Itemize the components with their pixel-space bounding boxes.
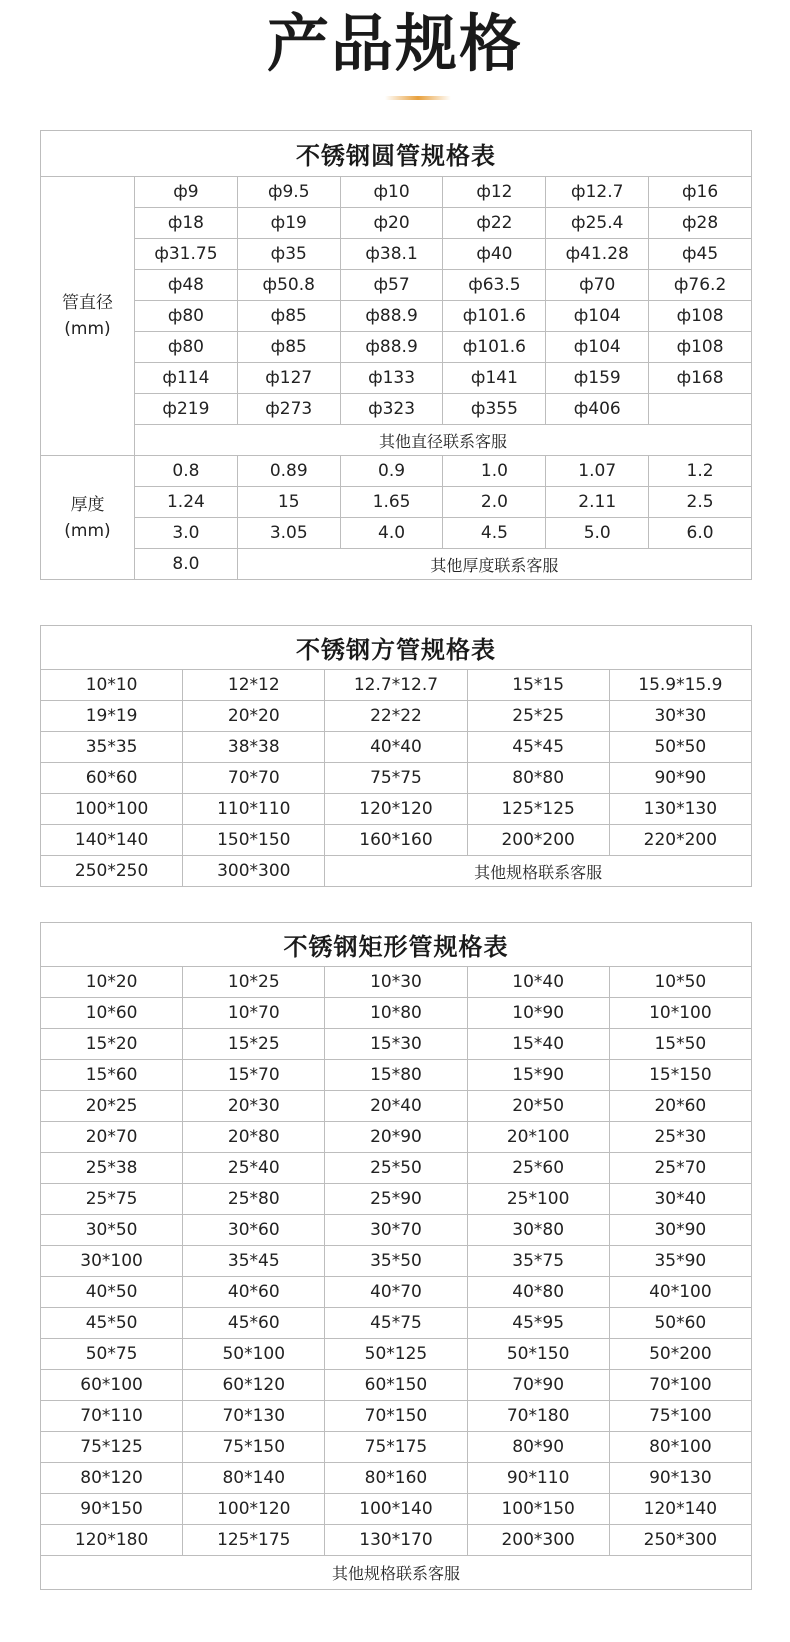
rect-size-cell: 20*60 (609, 1091, 751, 1122)
square-size-cell: 250*250 (41, 856, 183, 887)
table-row (41, 1277, 752, 1308)
table-row (41, 967, 752, 998)
rect-size-cell: 40*100 (609, 1277, 751, 1308)
diameter-cell: ф12 (443, 177, 546, 208)
rect-size-cell: 15*30 (325, 1029, 467, 1060)
table-row (41, 301, 752, 332)
diameter-cell: ф80 (135, 301, 238, 332)
rect-size-cell: 75*175 (325, 1432, 467, 1463)
square-size-cell: 15.9*15.9 (609, 670, 751, 701)
diameter-cell: ф50.8 (237, 270, 340, 301)
square-size-cell: 10*10 (41, 670, 183, 701)
diameter-cell: ф114 (135, 363, 238, 394)
diameter-cell: ф85 (237, 301, 340, 332)
rect-size-cell: 60*120 (183, 1370, 325, 1401)
rect-size-cell: 30*60 (183, 1215, 325, 1246)
rect-size-cell: 20*80 (183, 1122, 325, 1153)
square-size-cell: 300*300 (183, 856, 325, 887)
table-row (41, 1494, 752, 1525)
square-size-cell: 90*90 (609, 763, 751, 794)
table-row (41, 1525, 752, 1556)
rect-size-cell: 75*125 (41, 1432, 183, 1463)
rect-size-cell: 60*100 (41, 1370, 183, 1401)
diameter-cell: ф104 (546, 332, 649, 363)
table-row (41, 239, 752, 270)
rect-size-cell: 30*80 (467, 1215, 609, 1246)
rect-size-cell: 25*38 (41, 1153, 183, 1184)
square-size-cell: 220*200 (609, 825, 751, 856)
table-row (41, 332, 752, 363)
diameter-cell: ф88.9 (340, 332, 443, 363)
diameter-cell (649, 394, 752, 425)
rect-size-cell: 35*75 (467, 1246, 609, 1277)
table-row (41, 701, 752, 732)
square-size-cell: 35*35 (41, 732, 183, 763)
rect-note: 其他规格联系客服 (41, 1556, 752, 1590)
rect-size-cell: 20*40 (325, 1091, 467, 1122)
diameter-cell: ф406 (546, 394, 649, 425)
square-size-cell: 100*100 (41, 794, 183, 825)
square-size-cell: 140*140 (41, 825, 183, 856)
rect-size-cell: 45*75 (325, 1308, 467, 1339)
rect-size-cell: 35*90 (609, 1246, 751, 1277)
table-row (41, 1401, 752, 1432)
table-row (41, 487, 752, 518)
rect-size-cell: 250*300 (609, 1525, 751, 1556)
rect-size-cell: 40*70 (325, 1277, 467, 1308)
table-row (41, 670, 752, 701)
rect-size-cell: 70*180 (467, 1401, 609, 1432)
square-size-cell: 110*110 (183, 794, 325, 825)
rect-size-cell: 70*150 (325, 1401, 467, 1432)
thickness-cell: 1.65 (340, 487, 443, 518)
diameter-cell: ф45 (649, 239, 752, 270)
square-size-cell: 80*80 (467, 763, 609, 794)
diameter-row-header: 管直径 (mm) (41, 177, 135, 456)
rect-size-cell: 40*80 (467, 1277, 609, 1308)
square-size-cell: 15*15 (467, 670, 609, 701)
rect-size-cell: 50*75 (41, 1339, 183, 1370)
diameter-cell: ф40 (443, 239, 546, 270)
table-row (41, 1184, 752, 1215)
rect-size-cell: 45*60 (183, 1308, 325, 1339)
diameter-cell: ф127 (237, 363, 340, 394)
rect-size-cell: 40*60 (183, 1277, 325, 1308)
square-size-cell: 12*12 (183, 670, 325, 701)
thickness-cell: 0.9 (340, 456, 443, 487)
rect-size-cell: 25*70 (609, 1153, 751, 1184)
diameter-cell: ф41.28 (546, 239, 649, 270)
rect-size-cell: 20*50 (467, 1091, 609, 1122)
rect-size-cell: 90*150 (41, 1494, 183, 1525)
diameter-cell: ф20 (340, 208, 443, 239)
diameter-cell: ф18 (135, 208, 238, 239)
rect-size-cell: 70*130 (183, 1401, 325, 1432)
rect-size-cell: 70*110 (41, 1401, 183, 1432)
diameter-cell: ф70 (546, 270, 649, 301)
square-size-cell: 20*20 (183, 701, 325, 732)
diameter-cell: ф9 (135, 177, 238, 208)
table-row (41, 1339, 752, 1370)
table-row (41, 856, 752, 887)
diameter-cell: ф16 (649, 177, 752, 208)
table-row (41, 1246, 752, 1277)
rect-size-cell: 100*140 (325, 1494, 467, 1525)
rect-size-cell: 10*30 (325, 967, 467, 998)
thickness-cell: 8.0 (135, 549, 238, 580)
rect-size-cell: 125*175 (183, 1525, 325, 1556)
rect-tube-caption: 不锈钢矩形管规格表 (41, 923, 752, 967)
square-size-cell: 150*150 (183, 825, 325, 856)
rect-size-cell: 100*120 (183, 1494, 325, 1525)
table-row (41, 1091, 752, 1122)
table-row (41, 208, 752, 239)
diameter-cell: ф28 (649, 208, 752, 239)
rect-size-cell: 30*40 (609, 1184, 751, 1215)
diameter-cell: ф12.7 (546, 177, 649, 208)
diameter-cell: ф133 (340, 363, 443, 394)
rect-size-cell: 10*40 (467, 967, 609, 998)
diameter-cell: ф10 (340, 177, 443, 208)
rect-size-cell: 10*60 (41, 998, 183, 1029)
title-underline-decoration (385, 96, 451, 100)
rect-size-cell: 30*100 (41, 1246, 183, 1277)
square-size-cell: 45*45 (467, 732, 609, 763)
rect-size-cell: 20*30 (183, 1091, 325, 1122)
square-size-cell: 130*130 (609, 794, 751, 825)
rect-size-cell: 130*170 (325, 1525, 467, 1556)
diameter-cell: ф323 (340, 394, 443, 425)
square-tube-spec-table (40, 625, 752, 887)
thickness-cell: 0.89 (237, 456, 340, 487)
square-size-cell: 160*160 (325, 825, 467, 856)
diameter-cell: ф9.5 (237, 177, 340, 208)
diameter-cell: ф22 (443, 208, 546, 239)
thickness-cell: 2.5 (649, 487, 752, 518)
rect-size-cell: 10*25 (183, 967, 325, 998)
table-row (41, 1432, 752, 1463)
rect-size-cell: 70*90 (467, 1370, 609, 1401)
table-row (41, 363, 752, 394)
diameter-cell: ф101.6 (443, 301, 546, 332)
rect-size-cell: 25*50 (325, 1153, 467, 1184)
thickness-cell: 3.0 (135, 518, 238, 549)
table-row (41, 177, 752, 208)
diameter-cell: ф159 (546, 363, 649, 394)
table-row (41, 763, 752, 794)
diameter-cell: ф168 (649, 363, 752, 394)
rect-size-cell: 80*120 (41, 1463, 183, 1494)
table-row (41, 1215, 752, 1246)
square-size-cell: 30*30 (609, 701, 751, 732)
rect-size-cell: 15*40 (467, 1029, 609, 1060)
thickness-note: 其他厚度联系客服 (237, 549, 751, 580)
rect-size-cell: 25*60 (467, 1153, 609, 1184)
diameter-cell: ф35 (237, 239, 340, 270)
rect-size-cell: 75*150 (183, 1432, 325, 1463)
diameter-cell: ф76.2 (649, 270, 752, 301)
diameter-cell: ф355 (443, 394, 546, 425)
square-size-cell: 50*50 (609, 732, 751, 763)
table-row (41, 998, 752, 1029)
rect-size-cell: 20*100 (467, 1122, 609, 1153)
rect-size-cell: 50*150 (467, 1339, 609, 1370)
diameter-cell: ф31.75 (135, 239, 238, 270)
table-row (41, 732, 752, 763)
rect-size-cell: 20*90 (325, 1122, 467, 1153)
square-note: 其他规格联系客服 (325, 856, 752, 887)
rect-size-cell: 40*50 (41, 1277, 183, 1308)
square-size-cell: 38*38 (183, 732, 325, 763)
diameter-cell: ф19 (237, 208, 340, 239)
thickness-cell: 3.05 (237, 518, 340, 549)
table-row (41, 1153, 752, 1184)
rect-size-cell: 25*40 (183, 1153, 325, 1184)
table-row (41, 1463, 752, 1494)
table-row (41, 394, 752, 425)
rect-size-cell: 30*90 (609, 1215, 751, 1246)
rect-size-cell: 35*50 (325, 1246, 467, 1277)
thickness-row-header: 厚度 (mm) (41, 456, 135, 580)
diameter-cell: ф25.4 (546, 208, 649, 239)
rect-size-cell: 10*90 (467, 998, 609, 1029)
table-row (41, 425, 752, 456)
table-row (41, 1122, 752, 1153)
square-size-cell: 22*22 (325, 701, 467, 732)
rect-size-cell: 15*90 (467, 1060, 609, 1091)
square-size-cell: 125*125 (467, 794, 609, 825)
diameter-cell: ф85 (237, 332, 340, 363)
rect-size-cell: 80*100 (609, 1432, 751, 1463)
diameter-cell: ф57 (340, 270, 443, 301)
thickness-cell: 5.0 (546, 518, 649, 549)
rect-size-cell: 20*70 (41, 1122, 183, 1153)
round-tube-caption: 不锈钢圆管规格表 (41, 131, 752, 177)
rect-size-cell: 45*95 (467, 1308, 609, 1339)
square-size-cell: 25*25 (467, 701, 609, 732)
rect-size-cell: 15*60 (41, 1060, 183, 1091)
rect-size-cell: 25*30 (609, 1122, 751, 1153)
table-row (41, 794, 752, 825)
rect-size-cell: 120*140 (609, 1494, 751, 1525)
square-size-cell: 200*200 (467, 825, 609, 856)
round-tube-spec-table (40, 130, 752, 580)
rect-size-cell: 100*150 (467, 1494, 609, 1525)
table-row (41, 1308, 752, 1339)
table-row (41, 518, 752, 549)
thickness-cell: 1.2 (649, 456, 752, 487)
diameter-cell: ф88.9 (340, 301, 443, 332)
rect-size-cell: 10*80 (325, 998, 467, 1029)
table-row (41, 825, 752, 856)
rect-size-cell: 50*100 (183, 1339, 325, 1370)
rect-size-cell: 80*90 (467, 1432, 609, 1463)
diameter-cell: ф38.1 (340, 239, 443, 270)
square-size-cell: 75*75 (325, 763, 467, 794)
square-size-cell: 70*70 (183, 763, 325, 794)
table-row (41, 1029, 752, 1060)
rect-size-cell: 80*140 (183, 1463, 325, 1494)
rect-size-cell: 30*70 (325, 1215, 467, 1246)
rect-size-cell: 90*130 (609, 1463, 751, 1494)
rect-size-cell: 90*110 (467, 1463, 609, 1494)
rect-size-cell: 70*100 (609, 1370, 751, 1401)
diameter-cell: ф108 (649, 301, 752, 332)
square-size-cell: 60*60 (41, 763, 183, 794)
rect-size-cell: 50*200 (609, 1339, 751, 1370)
diameter-note: 其他直径联系客服 (135, 425, 752, 456)
table-row (41, 1556, 752, 1590)
diameter-cell: ф48 (135, 270, 238, 301)
rect-size-cell: 200*300 (467, 1525, 609, 1556)
rect-size-cell: 15*50 (609, 1029, 751, 1060)
diameter-cell: ф141 (443, 363, 546, 394)
diameter-cell: ф80 (135, 332, 238, 363)
diameter-cell: ф104 (546, 301, 649, 332)
square-size-cell: 19*19 (41, 701, 183, 732)
thickness-cell: 2.11 (546, 487, 649, 518)
rect-size-cell: 15*70 (183, 1060, 325, 1091)
rect-size-cell: 30*50 (41, 1215, 183, 1246)
thickness-cell: 0.8 (135, 456, 238, 487)
square-size-cell: 120*120 (325, 794, 467, 825)
table-row (41, 549, 752, 580)
diameter-cell: ф273 (237, 394, 340, 425)
thickness-cell: 1.0 (443, 456, 546, 487)
rect-size-cell: 25*75 (41, 1184, 183, 1215)
rect-size-cell: 60*150 (325, 1370, 467, 1401)
diameter-cell: ф108 (649, 332, 752, 363)
rect-size-cell: 10*70 (183, 998, 325, 1029)
rect-size-cell: 15*80 (325, 1060, 467, 1091)
rect-size-cell: 75*100 (609, 1401, 751, 1432)
rect-size-cell: 50*60 (609, 1308, 751, 1339)
thickness-cell: 15 (237, 487, 340, 518)
rect-size-cell: 15*150 (609, 1060, 751, 1091)
rect-size-cell: 25*100 (467, 1184, 609, 1215)
square-size-cell: 12.7*12.7 (325, 670, 467, 701)
table-row (41, 1370, 752, 1401)
table-row (41, 1060, 752, 1091)
rect-size-cell: 15*20 (41, 1029, 183, 1060)
diameter-cell: ф219 (135, 394, 238, 425)
rect-size-cell: 20*25 (41, 1091, 183, 1122)
thickness-cell: 1.07 (546, 456, 649, 487)
square-size-cell: 40*40 (325, 732, 467, 763)
rect-size-cell: 35*45 (183, 1246, 325, 1277)
rect-size-cell: 45*50 (41, 1308, 183, 1339)
thickness-cell: 4.5 (443, 518, 546, 549)
rect-size-cell: 25*80 (183, 1184, 325, 1215)
rect-size-cell: 120*180 (41, 1525, 183, 1556)
square-tube-caption: 不锈钢方管规格表 (41, 626, 752, 670)
diameter-cell: ф101.6 (443, 332, 546, 363)
rect-size-cell: 10*100 (609, 998, 751, 1029)
rect-size-cell: 15*25 (183, 1029, 325, 1060)
diameter-cell: ф63.5 (443, 270, 546, 301)
rect-size-cell: 25*90 (325, 1184, 467, 1215)
rect-tube-spec-table (40, 922, 752, 1590)
thickness-cell: 4.0 (340, 518, 443, 549)
thickness-cell: 2.0 (443, 487, 546, 518)
rect-size-cell: 80*160 (325, 1463, 467, 1494)
rect-size-cell: 10*20 (41, 967, 183, 998)
rect-size-cell: 50*125 (325, 1339, 467, 1370)
table-row (41, 270, 752, 301)
rect-size-cell: 10*50 (609, 967, 751, 998)
page-title: 产品规格 (266, 7, 523, 80)
thickness-cell: 1.24 (135, 487, 238, 518)
thickness-cell: 6.0 (649, 518, 752, 549)
table-row (41, 456, 752, 487)
